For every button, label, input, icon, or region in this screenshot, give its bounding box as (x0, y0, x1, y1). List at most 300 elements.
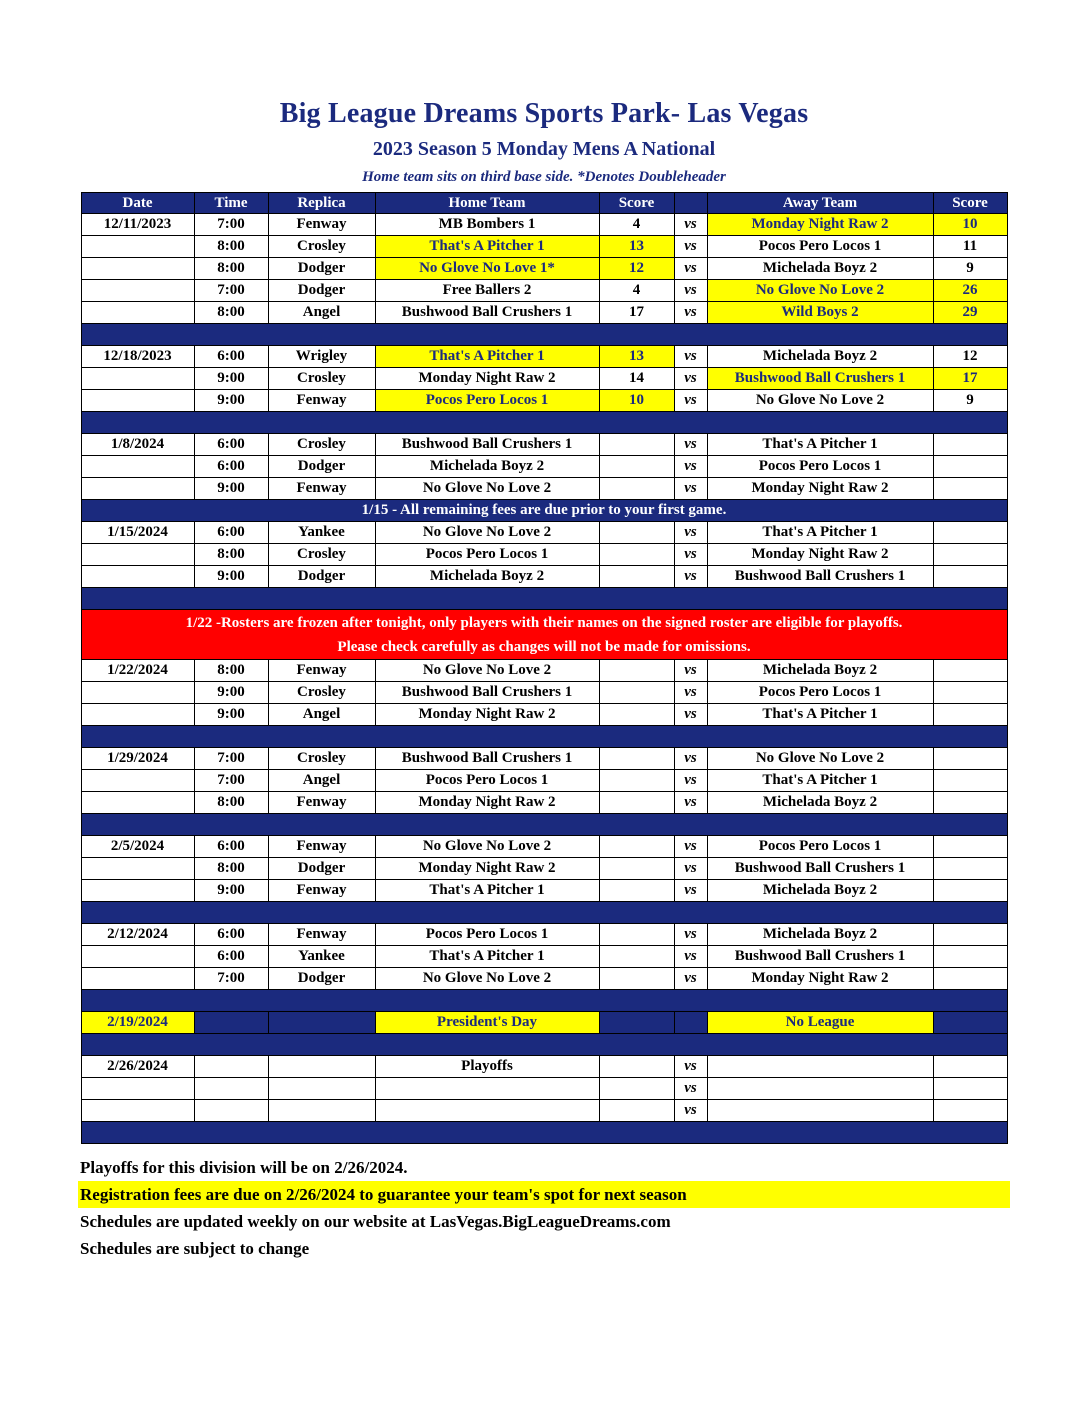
cell-date (81, 770, 194, 792)
cell-away-team: No Glove No Love 2 (707, 280, 933, 302)
cell-away-score (933, 968, 1007, 990)
game-row (81, 1078, 1007, 1100)
game-row (81, 880, 1007, 902)
separator-bar (81, 726, 1007, 748)
cell-home-team: No Glove No Love 2 (375, 968, 599, 990)
notice-text: 1/22 -Rosters are frozen after tonight, only players with their names on the signed roster are eligible for playoffs. Please check carefully as changes will not be made for omissions. (81, 610, 1007, 660)
page-title: Big League Dreams Sports Park- Las Vegas (279, 98, 809, 129)
game-row (81, 346, 1007, 368)
cell-vs: vs (674, 522, 707, 544)
cell-home-score (599, 1012, 674, 1034)
cell-replica: Fenway (268, 478, 375, 500)
cell-vs: vs (674, 236, 707, 258)
cell-home-score (599, 522, 674, 544)
separator-bar (81, 412, 1007, 434)
cell-vs: vs (674, 1100, 707, 1122)
cell-away-score (933, 880, 1007, 902)
game-row (81, 258, 1007, 280)
separator-row (81, 902, 1007, 924)
notice-row (81, 610, 1007, 660)
header-time: Time (194, 193, 268, 214)
cell-home-team: Monday Night Raw 2 (375, 368, 599, 390)
cell-away-score (933, 456, 1007, 478)
cell-home-score (599, 566, 674, 588)
separator-bar (81, 1122, 1007, 1144)
cell-away-score: 9 (933, 258, 1007, 280)
cell-home-score: 13 (599, 236, 674, 258)
cell-vs: vs (674, 258, 707, 280)
cell-replica: Wrigley (268, 346, 375, 368)
cell-date: 1/22/2024 (81, 660, 194, 682)
cell-replica: Dodger (268, 566, 375, 588)
cell-away-team: Monday Night Raw 2 (707, 968, 933, 990)
cell-away-score (933, 1012, 1007, 1034)
cell-vs: vs (674, 792, 707, 814)
schedule-table (81, 192, 1008, 1144)
cell-time: 7:00 (194, 770, 268, 792)
cell-time: 7:00 (194, 748, 268, 770)
cell-vs: vs (674, 456, 707, 478)
separator-bar (81, 1034, 1007, 1056)
game-row (81, 390, 1007, 412)
cell-replica: Fenway (268, 792, 375, 814)
cell-home-score (599, 968, 674, 990)
cell-date (81, 302, 194, 324)
cell-date (81, 968, 194, 990)
separator-bar (81, 902, 1007, 924)
cell-date: 2/19/2024 (81, 1012, 194, 1034)
cell-away-team: Michelada Boyz 2 (707, 258, 933, 280)
cell-replica: Dodger (268, 858, 375, 880)
cell-home-team: Pocos Pero Locos 1 (375, 544, 599, 566)
cell-home-score (599, 836, 674, 858)
cell-vs: vs (674, 1056, 707, 1078)
cell-away-score (933, 566, 1007, 588)
cell-vs: vs (674, 434, 707, 456)
cell-replica: Angel (268, 302, 375, 324)
cell-home-score (599, 770, 674, 792)
cell-home-team: No Glove No Love 2 (375, 660, 599, 682)
cell-home-score (599, 858, 674, 880)
cell-vs: vs (674, 880, 707, 902)
cell-replica: Crosley (268, 236, 375, 258)
separator-row (81, 1122, 1007, 1144)
cell-replica: Yankee (268, 522, 375, 544)
game-row (81, 236, 1007, 258)
cell-date: 12/18/2023 (81, 346, 194, 368)
cell-date (81, 792, 194, 814)
cell-home-score (599, 1100, 674, 1122)
cell-time: 8:00 (194, 792, 268, 814)
cell-away-team (707, 1056, 933, 1078)
separator-row (81, 412, 1007, 434)
header-home-score: Score (599, 193, 674, 214)
cell-time: 7:00 (194, 280, 268, 302)
cell-vs: vs (674, 280, 707, 302)
home-team-note: Home team sits on third base side. *Denotes Doubleheader (362, 169, 726, 185)
cell-time: 6:00 (194, 836, 268, 858)
cell-home-score (599, 682, 674, 704)
cell-home-score: 4 (599, 214, 674, 236)
cell-replica: Dodger (268, 280, 375, 302)
cell-away-team: That's A Pitcher 1 (707, 704, 933, 726)
cell-home-team: That's A Pitcher 1 (375, 880, 599, 902)
cell-vs: vs (674, 478, 707, 500)
game-row (81, 792, 1007, 814)
cell-replica (268, 1056, 375, 1078)
cell-home-score (599, 946, 674, 968)
cell-date (81, 1100, 194, 1122)
cell-date (81, 880, 194, 902)
cell-away-score (933, 924, 1007, 946)
game-row (81, 1056, 1007, 1078)
cell-time (194, 1078, 268, 1100)
cell-away-team: Bushwood Ball Crushers 1 (707, 858, 933, 880)
cell-home-team: President's Day (375, 1012, 599, 1034)
cell-vs: vs (674, 946, 707, 968)
cell-time: 8:00 (194, 258, 268, 280)
cell-time (194, 1056, 268, 1078)
cell-date (81, 682, 194, 704)
cell-home-score (599, 880, 674, 902)
game-row (81, 770, 1007, 792)
cell-away-team: That's A Pitcher 1 (707, 434, 933, 456)
cell-vs: vs (674, 836, 707, 858)
cell-time: 6:00 (194, 522, 268, 544)
game-row (81, 478, 1007, 500)
cell-vs: vs (674, 748, 707, 770)
cell-vs: vs (674, 544, 707, 566)
cell-away-score (933, 770, 1007, 792)
cell-date (81, 456, 194, 478)
cell-home-score: 17 (599, 302, 674, 324)
page-subtitle: 2023 Season 5 Monday Mens A National (372, 138, 716, 160)
cell-home-score (599, 924, 674, 946)
cell-home-team: That's A Pitcher 1 (375, 346, 599, 368)
cell-home-team: No Glove No Love 2 (375, 478, 599, 500)
cell-time: 6:00 (194, 346, 268, 368)
game-row (81, 522, 1007, 544)
cell-time: 9:00 (194, 682, 268, 704)
separator-bar (81, 588, 1007, 610)
cell-time: 6:00 (194, 946, 268, 968)
cell-away-team: Wild Boys 2 (707, 302, 933, 324)
cell-vs: vs (674, 302, 707, 324)
cell-date (81, 544, 194, 566)
separator-bar (81, 324, 1007, 346)
cell-home-team: Monday Night Raw 2 (375, 704, 599, 726)
cell-home-score (599, 704, 674, 726)
cell-date: 2/26/2024 (81, 1056, 194, 1078)
cell-time: 9:00 (194, 880, 268, 902)
cell-home-team: Bushwood Ball Crushers 1 (375, 302, 599, 324)
game-row (81, 434, 1007, 456)
game-row (81, 660, 1007, 682)
game-row (81, 858, 1007, 880)
header-replica: Replica (268, 193, 375, 214)
cell-replica: Dodger (268, 258, 375, 280)
cell-away-score (933, 478, 1007, 500)
game-row (81, 1100, 1007, 1122)
cell-away-team: No Glove No Love 2 (707, 390, 933, 412)
cell-date (81, 258, 194, 280)
separator-row (81, 588, 1007, 610)
game-row (81, 566, 1007, 588)
cell-time: 8:00 (194, 302, 268, 324)
header-away-score: Score (933, 193, 1007, 214)
cell-home-team (375, 1100, 599, 1122)
cell-home-team: Playoffs (375, 1056, 599, 1078)
cell-home-score: 14 (599, 368, 674, 390)
cell-away-team: Michelada Boyz 2 (707, 880, 933, 902)
cell-home-score (599, 1078, 674, 1100)
cell-time: 6:00 (194, 456, 268, 478)
cell-replica: Yankee (268, 946, 375, 968)
cell-date (81, 478, 194, 500)
header-home-team: Home Team (375, 193, 599, 214)
header-away-team: Away Team (707, 193, 933, 214)
cell-home-score (599, 792, 674, 814)
cell-date (81, 946, 194, 968)
footer-website-line: Schedules are updated weekly on our website at LasVegas.BigLeagueDreams.com (80, 1212, 671, 1231)
cell-home-team: Monday Night Raw 2 (375, 792, 599, 814)
cell-vs: vs (674, 924, 707, 946)
cell-date: 12/11/2023 (81, 214, 194, 236)
cell-replica: Angel (268, 770, 375, 792)
cell-away-score (933, 1100, 1007, 1122)
cell-vs: vs (674, 858, 707, 880)
cell-time (194, 1012, 268, 1034)
cell-date: 1/15/2024 (81, 522, 194, 544)
cell-vs (674, 1012, 707, 1034)
cell-home-score (599, 1056, 674, 1078)
cell-replica (268, 1078, 375, 1100)
cell-home-team: Bushwood Ball Crushers 1 (375, 748, 599, 770)
cell-vs: vs (674, 682, 707, 704)
cell-date (81, 390, 194, 412)
game-row (81, 280, 1007, 302)
cell-home-score (599, 434, 674, 456)
cell-replica: Crosley (268, 434, 375, 456)
game-row (81, 946, 1007, 968)
cell-home-team: No Glove No Love 1* (375, 258, 599, 280)
cell-replica: Dodger (268, 456, 375, 478)
cell-date: 1/29/2024 (81, 748, 194, 770)
table-header-row (81, 193, 1007, 214)
cell-replica: Angel (268, 704, 375, 726)
cell-time (194, 1100, 268, 1122)
cell-time: 8:00 (194, 660, 268, 682)
cell-vs: vs (674, 660, 707, 682)
cell-home-team: Bushwood Ball Crushers 1 (375, 434, 599, 456)
cell-home-team: Bushwood Ball Crushers 1 (375, 682, 599, 704)
cell-away-score: 9 (933, 390, 1007, 412)
footer-subject-line: Schedules are subject to change (80, 1239, 310, 1258)
cell-away-score (933, 858, 1007, 880)
cell-time: 9:00 (194, 390, 268, 412)
cell-away-score (933, 434, 1007, 456)
cell-home-team (375, 1078, 599, 1100)
cell-replica: Crosley (268, 368, 375, 390)
cell-home-score (599, 660, 674, 682)
cell-away-team: Monday Night Raw 2 (707, 544, 933, 566)
cell-time: 9:00 (194, 478, 268, 500)
cell-away-score: 29 (933, 302, 1007, 324)
cell-replica: Fenway (268, 836, 375, 858)
cell-away-team: Monday Night Raw 2 (707, 478, 933, 500)
cell-date: 2/12/2024 (81, 924, 194, 946)
cell-replica: Dodger (268, 968, 375, 990)
game-row (81, 302, 1007, 324)
game-row (81, 682, 1007, 704)
cell-date: 2/5/2024 (81, 836, 194, 858)
cell-date (81, 1078, 194, 1100)
cell-replica: Crosley (268, 544, 375, 566)
cell-home-team: Monday Night Raw 2 (375, 858, 599, 880)
header-vs (674, 193, 707, 214)
cell-away-team: Pocos Pero Locos 1 (707, 682, 933, 704)
separator-row (81, 990, 1007, 1012)
cell-home-score: 12 (599, 258, 674, 280)
cell-date (81, 858, 194, 880)
cell-away-score: 26 (933, 280, 1007, 302)
cell-away-team: No Glove No Love 2 (707, 748, 933, 770)
cell-away-team: Bushwood Ball Crushers 1 (707, 368, 933, 390)
game-row (81, 1012, 1007, 1034)
cell-away-team: Pocos Pero Locos 1 (707, 836, 933, 858)
cell-home-score (599, 456, 674, 478)
cell-away-score: 11 (933, 236, 1007, 258)
cell-home-score: 13 (599, 346, 674, 368)
cell-date (81, 368, 194, 390)
cell-away-score (933, 946, 1007, 968)
cell-away-score (933, 660, 1007, 682)
game-row (81, 368, 1007, 390)
cell-time: 8:00 (194, 858, 268, 880)
cell-vs: vs (674, 368, 707, 390)
cell-home-score (599, 748, 674, 770)
game-row (81, 968, 1007, 990)
game-row (81, 924, 1007, 946)
cell-replica: Crosley (268, 682, 375, 704)
separator-row (81, 1034, 1007, 1056)
game-row (81, 836, 1007, 858)
cell-replica: Crosley (268, 748, 375, 770)
cell-vs: vs (674, 390, 707, 412)
cell-time: 7:00 (194, 214, 268, 236)
footer (78, 1154, 1010, 1262)
game-row (81, 214, 1007, 236)
cell-vs: vs (674, 704, 707, 726)
cell-away-score (933, 836, 1007, 858)
cell-vs: vs (674, 770, 707, 792)
schedule-body (81, 214, 1007, 1144)
cell-time: 6:00 (194, 924, 268, 946)
cell-home-score (599, 544, 674, 566)
cell-away-team: Michelada Boyz 2 (707, 346, 933, 368)
cell-home-team: That's A Pitcher 1 (375, 236, 599, 258)
separator-row (81, 814, 1007, 836)
cell-away-team: Michelada Boyz 2 (707, 660, 933, 682)
cell-away-score: 12 (933, 346, 1007, 368)
cell-away-team: Pocos Pero Locos 1 (707, 456, 933, 478)
cell-time: 8:00 (194, 236, 268, 258)
cell-replica: Fenway (268, 214, 375, 236)
cell-home-team: That's A Pitcher 1 (375, 946, 599, 968)
cell-away-team (707, 1078, 933, 1100)
cell-time: 9:00 (194, 368, 268, 390)
footer-playoffs-line: Playoffs for this division will be on 2/26/2024. (80, 1158, 408, 1177)
cell-away-team: No League (707, 1012, 933, 1034)
cell-date (81, 280, 194, 302)
cell-home-team: Michelada Boyz 2 (375, 566, 599, 588)
cell-home-team: Pocos Pero Locos 1 (375, 770, 599, 792)
cell-away-score: 17 (933, 368, 1007, 390)
cell-away-team: Bushwood Ball Crushers 1 (707, 946, 933, 968)
footer-registration-line: Registration fees are due on 2/26/2024 to guarantee your team's spot for next season (78, 1181, 1010, 1208)
game-row (81, 544, 1007, 566)
cell-home-score: 4 (599, 280, 674, 302)
cell-vs: vs (674, 1078, 707, 1100)
separator-row (81, 726, 1007, 748)
cell-away-team (707, 1100, 933, 1122)
cell-home-team: No Glove No Love 2 (375, 836, 599, 858)
game-row (81, 748, 1007, 770)
cell-replica: Fenway (268, 880, 375, 902)
cell-date (81, 566, 194, 588)
notice-text: 1/15 - All remaining fees are due prior to your first game. (81, 500, 1007, 522)
cell-away-team: That's A Pitcher 1 (707, 770, 933, 792)
game-row (81, 704, 1007, 726)
cell-away-score (933, 544, 1007, 566)
cell-home-team: No Glove No Love 2 (375, 522, 599, 544)
cell-away-score (933, 748, 1007, 770)
cell-vs: vs (674, 346, 707, 368)
cell-replica (268, 1100, 375, 1122)
cell-away-team: Michelada Boyz 2 (707, 792, 933, 814)
cell-home-score: 10 (599, 390, 674, 412)
cell-away-score: 10 (933, 214, 1007, 236)
separator-bar (81, 990, 1007, 1012)
cell-away-team: That's A Pitcher 1 (707, 522, 933, 544)
cell-away-score (933, 1056, 1007, 1078)
cell-home-team: MB Bombers 1 (375, 214, 599, 236)
cell-date: 1/8/2024 (81, 434, 194, 456)
cell-home-team: Pocos Pero Locos 1 (375, 390, 599, 412)
cell-home-score (599, 478, 674, 500)
cell-away-team: Michelada Boyz 2 (707, 924, 933, 946)
cell-vs: vs (674, 214, 707, 236)
cell-vs: vs (674, 968, 707, 990)
notice-row (81, 500, 1007, 522)
cell-away-score (933, 1078, 1007, 1100)
cell-home-team: Michelada Boyz 2 (375, 456, 599, 478)
separator-row (81, 324, 1007, 346)
cell-date (81, 236, 194, 258)
cell-away-score (933, 682, 1007, 704)
cell-time: 9:00 (194, 566, 268, 588)
cell-replica: Fenway (268, 390, 375, 412)
cell-time: 7:00 (194, 968, 268, 990)
cell-time: 8:00 (194, 544, 268, 566)
cell-time: 6:00 (194, 434, 268, 456)
cell-away-team: Pocos Pero Locos 1 (707, 236, 933, 258)
cell-away-score (933, 704, 1007, 726)
separator-bar (81, 814, 1007, 836)
cell-home-team: Pocos Pero Locos 1 (375, 924, 599, 946)
game-row (81, 456, 1007, 478)
cell-away-team: Monday Night Raw 2 (707, 214, 933, 236)
